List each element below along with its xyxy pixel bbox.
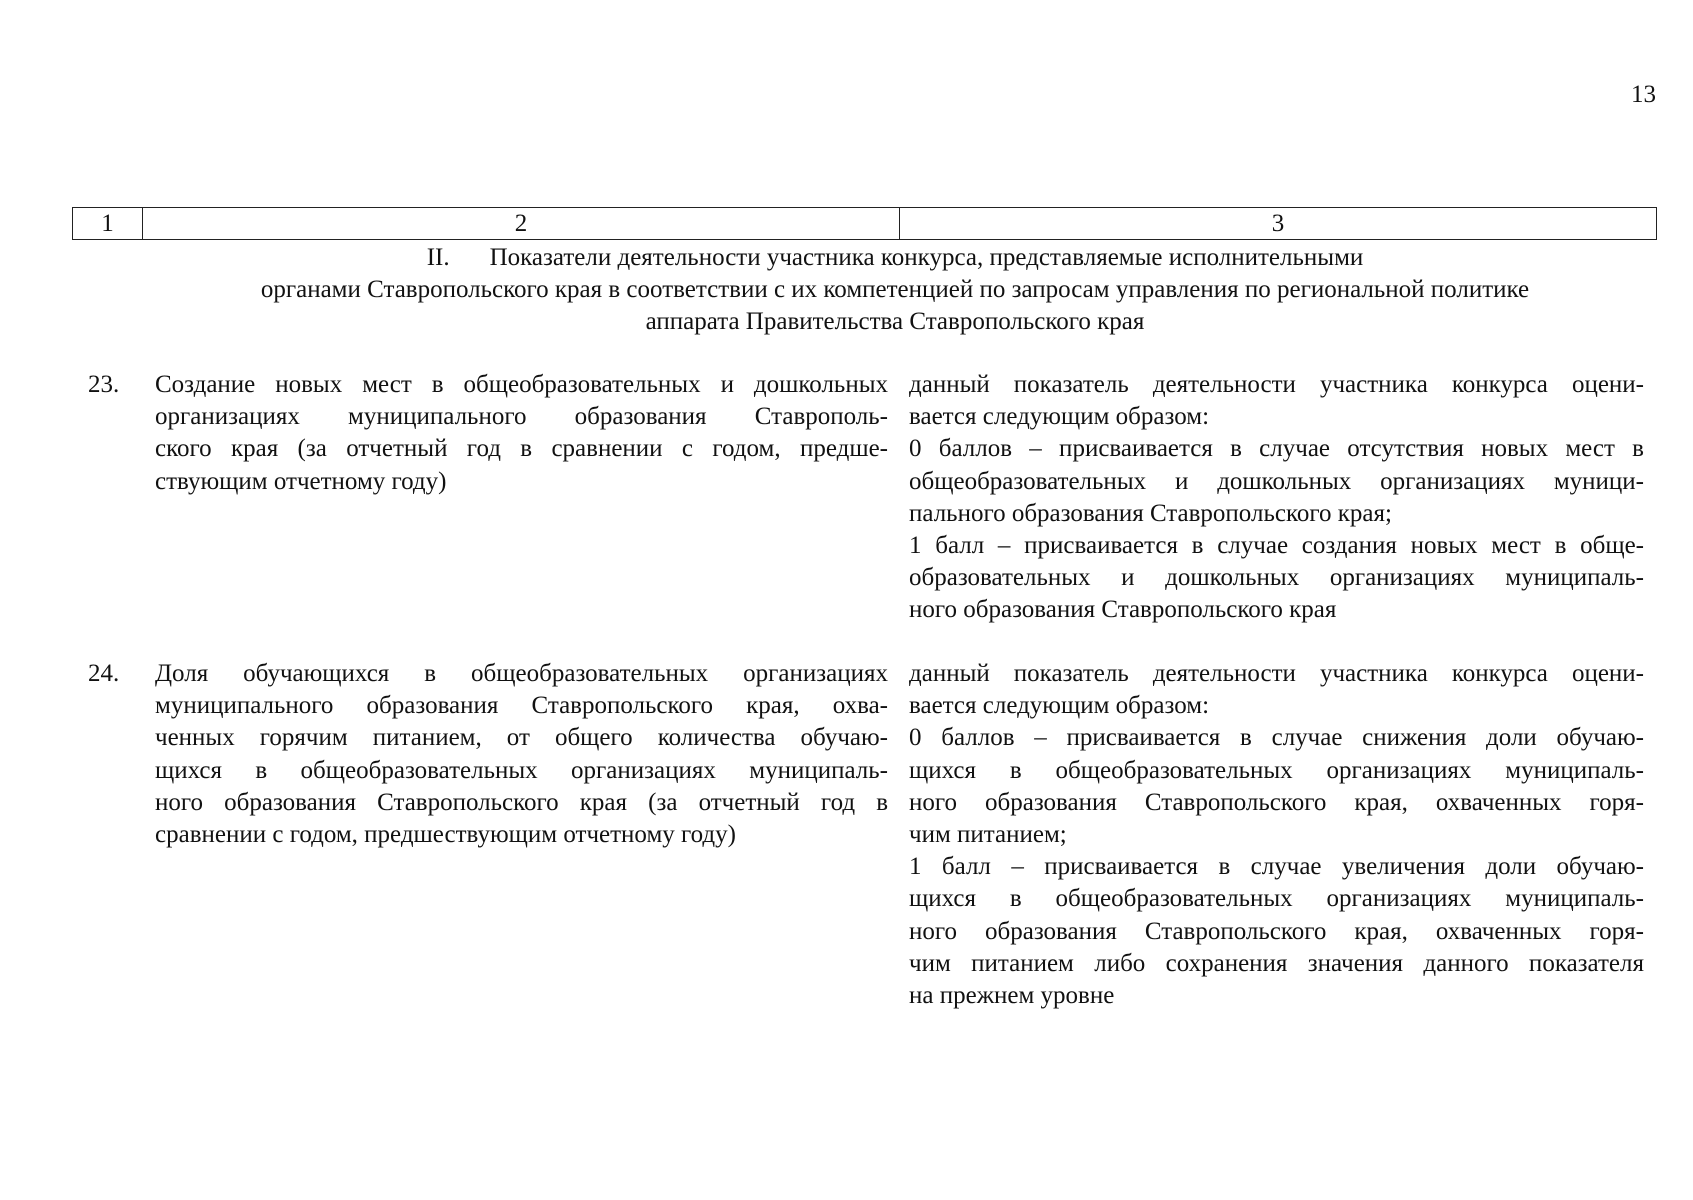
section-heading-line [150, 242, 1640, 274]
table-column-header [72, 207, 1657, 240]
section-title-line-3: аппарата Правительства Ставропольского края [645, 308, 1145, 335]
text-line: организациях муниципального образования Ставрополь- [155, 403, 888, 431]
row-number: 24. [88, 660, 120, 687]
text-line: муниципального образования Ставропольского края, охва- [155, 692, 888, 720]
text-line: на прежнем уровне [909, 981, 1115, 1009]
text-line: ного образования Ставропольского края, охваченных горя- [909, 917, 1644, 945]
text-line: ного образования Ставропольского края, охваченных горя- [909, 788, 1644, 816]
text-line: образовательных и дошкольных организациях муниципаль- [909, 564, 1644, 592]
text-line: щихся в общеобразовательных организациях муниципаль- [909, 885, 1644, 913]
text-line: ного образования Ставропольского края (за отчетный год в [155, 788, 888, 816]
section-roman-numeral: II. [426, 244, 450, 271]
row-number: 23. [88, 371, 120, 398]
column-number-1: 1 [73, 208, 143, 239]
text-line: пального образования Ставропольского края; [909, 499, 1392, 527]
text-line: 0 баллов – присваивается в случае отсутствия новых мест в [909, 435, 1644, 463]
text-line: Доля обучающихся в общеобразовательных организациях [155, 660, 888, 687]
indicator-name [155, 369, 888, 498]
section-title-line-2: органами Ставропольского края в соответствии с их компетенцией по запросам управления по региональной политике [260, 276, 1530, 303]
text-line: ченных горячим питанием, от общего количества обучаю- [155, 724, 888, 752]
text-line: чим питанием; [909, 820, 1067, 848]
text-line: 1 балл – присваивается в случае создания новых мест в обще- [909, 531, 1644, 559]
text-line: вается следующим образом: [909, 692, 1210, 720]
column-number-2: 2 [143, 208, 900, 239]
text-line: сравнении с годом, предшествующим отчетному году) [155, 820, 736, 848]
section-heading [150, 242, 1640, 338]
indicator-description [909, 369, 1644, 627]
text-line: щихся в общеобразовательных организациях муниципаль- [909, 756, 1644, 784]
text-line: данный показатель деятельности участника конкурса оцени- [909, 660, 1644, 687]
text-line: Создание новых мест в общеобразовательных и дошкольных [155, 371, 888, 398]
section-title-line-1: Показатели деятельности участника конкурса, представляемые исполнительными [489, 244, 1364, 271]
text-line: данный показатель деятельности участника конкурса оцени- [909, 371, 1644, 398]
text-line: 0 баллов – присваивается в случае снижения доли обучаю- [909, 724, 1644, 752]
text-line: вается следующим образом: [909, 403, 1210, 431]
text-line: ного образования Ставропольского края [909, 596, 1337, 624]
page-number: 13 [1631, 81, 1656, 108]
text-line: щихся в общеобразовательных организациях муниципаль- [155, 756, 888, 784]
text-line: ского края (за отчетный год в сравнении с годом, предше- [155, 435, 888, 463]
text-line: общеобразовательных и дошкольных организациях муници- [909, 467, 1644, 495]
text-line: 1 балл – присваивается в случае увеличения доли обучаю- [909, 853, 1644, 881]
indicator-name [155, 658, 888, 851]
text-line: ствующим отчетному году) [155, 467, 447, 495]
text-line: чим питанием либо сохранения значения данного показателя [909, 949, 1644, 977]
indicator-description [909, 658, 1644, 1012]
column-number-3: 3 [1271, 210, 1285, 237]
